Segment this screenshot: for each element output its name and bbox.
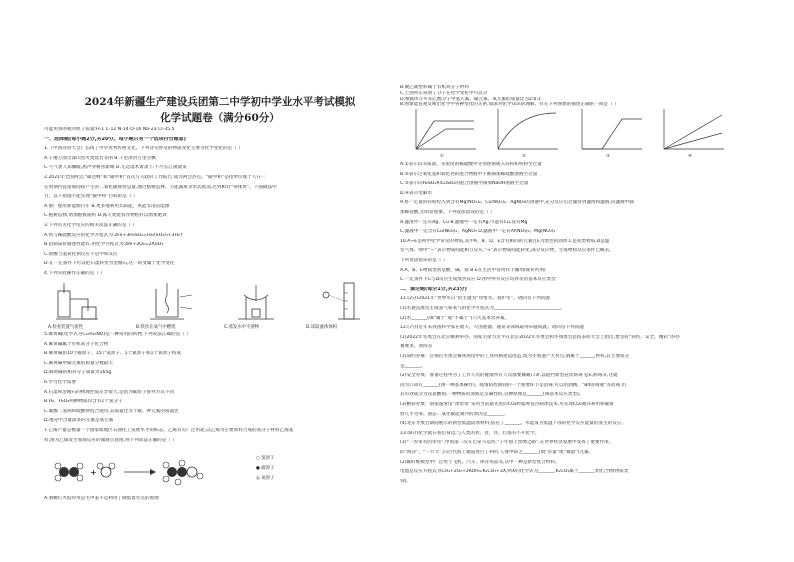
question-4-figures [44,281,396,323]
graph-1 [416,109,476,149]
question-line: 是_______。 [400,363,426,369]
question-line: C.麻黄碱中碳元素的质量分数最大 [44,360,113,366]
question-line: A.A、B、E物质类别是酸、碱、盐 B.E在生活中常用作干燥剂(或补钙剂) [400,267,546,273]
evaporation-figure [224,281,294,323]
question-line: (3)精彩办奥：国家速滑馆“冰丝带”采用当前最先进的CO₂跨临界直冷制冰技术,可实现CO₂循环利用和碳排 [400,402,614,407]
question-line: C.上图所示说明了分子在化学变化中可以分 [400,90,488,96]
question-line: A.滤渣中一定有Ag、Cu B.滤液中一定有Ag,可能有Cu,没有Mg [400,219,528,225]
question-line: 5.麻黄碱(化学式为C₁₀H₁₅NO)是一种常用的药物,下列说法正确的是（ ） [44,332,191,337]
question-line: 放几乎为零。固态二氧化碳能制冷的原因是_______。 [400,411,508,417]
molecule-diagram [50,454,250,492]
question-line: D.在一定条件下可以把石墨转变为金刚石,这一转变属于化学变化 [44,261,175,267]
section-heading: 一、选择题(每小题2分,共20分。每小题只有一个选项符合题意) [44,136,186,142]
question-line: 8.图象能直观反映出化学中各种变化的关系,加深对化学知识的理解。有关下列图象的描述正确的一项是（ ） [400,102,619,108]
question-line: 1.《中国诗词大会》弘扬了中华优秀传统文化。下列诗句涉及的物质变化主要为化学变化的是（ ） [44,146,243,152]
question-line: (1)水通直流电生成氢气和氧气的化学方程式为_____________________________。 [400,306,565,311]
question-line: 下列说法错误的是（ ） [400,258,448,263]
left-column [44,0,396,562]
question-line: (1)“一衣带水的邻邦”,中国第一次在巴拿马运河,“千年海上丝绸之路”,在世界经济发展中发挥了重要作用。 [400,440,614,446]
question-line: 4.下列实验操作正确的是（ ） [44,271,105,276]
exam-title: 2024年新疆生产建设兵团第二中学初中学业水平考试模拟 [84,96,356,108]
section-heading: 二、填空题(每空1分,共23分) [400,286,467,292]
question-line: C.碳酸二氢钠和硫酸钾混合施用,其质量比等于碳、钾元素的质量比 [44,408,179,414]
legend-carbon: ● 碳原子 [256,466,275,471]
iron-wire-combustion-figure [136,281,206,323]
question-line: B.H₂、H₂O₂两种物质均含有1个氢分子 [44,399,123,405]
right-column [400,0,752,562]
question-line: 13.(8分)化学就在我们身边,与人类的衣、食、住、行都有不开化学。 [400,430,540,436]
question-line: A.推广使用新能源汽车 B.更多地利用太阳能、风能等清洁能源 [44,203,170,209]
question-line: 定时期内直接或间接产生的二氧化碳排放总量,通过植树造林、节能减排等形式抵消,达到相对“零排放”。下面做法中 [44,184,277,190]
graph-caption-3: ③ [606,154,610,159]
question-line: 6.学习化学需要 [44,380,76,385]
question-line: 11.(2分)2021年“世界水日”的主题为“珍惜水、爱护水”。请回答下列问题 [400,296,550,302]
question-line: 2.2021年全国两会,“碳达峰”和“碳中和”首次写入政府工作报告,成为两会热点。“碳中和”是指单位或个人在一 [44,175,266,180]
question-line: 7.乙烯产量是衡量一个国家或地区石油化工发展水平的标志。乙烯具有广泛用途,以乙烯为主要原料合成的高分子材料乙烯基 [44,428,294,433]
graph-3 [582,109,642,149]
graph-4 [664,109,724,149]
question-line: A.麻黄碱属于有机高分子化合物 [44,341,109,347]
legend-oxygen: ◎ 氧原子 [256,476,275,481]
question-line: B.聚乙烯塑料属于有机高分子材料 [400,85,469,90]
question-line: D.麻黄碱的相对分子质量为165g [44,370,112,376]
question-line: D.根据所示可知乙醇分子中氢元素、碳元素、氧元素的质量比为2:6:1 [400,96,541,102]
question-line: C.盐酸与氢氧化钠反应不是中和反应 [44,251,118,257]
question-line: 目，以下措施不能实现“碳中和”目标的是（ ） [44,194,138,200]
question-line: B.麻黄碱由10个碳原子、15个氢原子、1个氮原子和1个氧原子构成 [44,351,181,357]
question-line: 因为口罩有_______(填一种基本操作)。疫情防控期间的一个重要环节是消毒,可以用酒精、“84消毒液”等消毒,但 [400,382,627,388]
question-line: C.一定条件下C与D反应生成放热反应 D.图中所有反应均涉及的基本反应类型 [400,277,556,283]
question-line: 可能用到的相对原子质量:H-1 C-12 N-14 O-16 Na-23 Cl-35.5 [44,127,175,132]
figure-caption-b: B.铁丝在氧气中燃烧 [136,325,176,330]
question-line: 的“海洋”、“一片大”,向古代海上通道进行了利用,人体中缺乏_______(填“常量”或“微量”)元素。 [400,450,594,455]
question-line: 9.将一定量的锌粉投入到含有Mg(NO₃)₂、Cu(NO₃)₂、AgNO₃的溶液中,充分反应后过滤得到滤渣和滤液,向滤液中滴 [400,200,634,206]
question-line: (2)水_______(填“属于”或“不属于”)六大基本营养素。 [400,315,510,321]
question-line: C.气气袭人知骤暖,鹊声穿树喜新晴 D.无边落木萧萧下,不尽长江滚滚来 [44,165,187,171]
question-line: (1)简约办赛：首钢首冬奥会赛场场馆中的工业风格建造改造,成为冬奥遗产大亮点,钢属于_______材料,其主要成分 [400,354,630,359]
question-line: A.酒精灯火焰时用是毛中羞不是利用了降低着火点的原理 [44,496,159,501]
graph-2 [498,109,558,149]
legend-hydrogen: ○ 氢原子 [256,456,275,461]
question-line: A.千锤万凿出深山烈火焚烧若等闲 B.千里冰封万里雪飘 [44,155,156,161]
read-liquid-volume-figure [306,281,376,323]
question-line: (4)北京冬奥会期间展示的新型低温防寒材料,依托了_______。水能成为低温下冰的化学反应能量的发生的反应。 [400,421,627,427]
question-line: 别)。 [400,478,411,484]
question-line: A.石墨和金刚石的物理性质差异很大,是因为碳原子排列方式不同 [44,389,175,395]
question-line: 12.(7分)近年来我国科学家在航天、大国重器、通讯等领域取得卓越成就。请回答下列问题 [400,325,584,331]
figure-caption-c: C.蒸发水中不溶物 [224,325,260,330]
question-line: C.滤液中一定含有Cu(NO₃)₂、AgNO₃ D.滤液中一定有Al(NO₃)₃、Mg(NO₃)₂ [400,229,556,235]
question-8-graphs [406,105,726,153]
question-line: 加稀盐酸,无明显现象。下列说法错误的是（ ） [400,210,495,215]
question-line: A.铁与稀硫酸反应的化学方程式为:2Fe+3H₂SO₄=Fe₂(SO₄)₃+3H₂↑ [44,232,184,238]
question-line: 室气体。图中“—”表示物质间能相互反应,“→”表示物质间能转化,部分反应物、生成物和反应条件已略去。 [400,248,614,254]
question-line: (1)2022年冬奥会在北京顺利举办。国家主席习近平在北京2022年冬奥会和冬残奥会总结表彰大会上指出,要坚持“简约、安全、精彩”的办 [400,334,680,340]
exam-subtitle: 化学试题卷（满分60分） [160,112,280,124]
question-line: 电池总反应方程式为CH₄+2O₂+2KOH=K₂CO₃+3X,则X的化学式为_______,K₂CO₃属于_______类化合物(物质类 [400,469,629,475]
airtightness-check-figure [48,281,118,323]
graph-caption-2: ② [522,154,526,159]
molecule-legend [256,454,274,484]
question-line: D.④表示电解水 [400,190,433,196]
question-line: A.①表示向等质量、等浓度的稀硫酸中分别逐渐加入锌粉和铁粉至过量 [400,162,542,167]
question-line: 料,图为乙烯发生加成反应的微观示意图,则下列说法正确的是（ ） [44,437,178,443]
graph-caption-1: ① [440,154,444,159]
question-line: 10.A~E是初中化学常见的物质,其中A、B、D、E含有相同的元素且E为黑色的固体,C是同类物质,D是温 [400,238,610,244]
figure-caption-d: D.读取液体体积 [306,325,338,330]
question-line: 3.下列有关化学反应的相关说法正确的是（ ） [44,223,138,228]
question-line: D.地壳中含量最多的元素是氧元素 [44,418,114,424]
svg-text:+: + [90,468,97,477]
figure-caption-a: A.检查装置气密性 [48,325,84,330]
question-line: 其有效成分为次氯酸钠,一种物质的溶液是呈碱性的,这种原理是_______(填基本反应类型)。 [400,392,584,398]
question-line: B.铝制品抗腐蚀性能好,用化学方程式为:4Al+3O₂=2Al₂O₃ [44,242,164,248]
question-line: C.植树造林,增加植被面积 D.露天焚烧农作物秸秆以增加肥效 [44,213,167,219]
question-line: (2)碳纤维模型中广泛用于飞机、汽车、体育用品等,其中一种是新型复合材料。 [400,459,560,465]
question-line: C.③表示向H₂SO₄和CuSO₄的混合溶液中滴加NaOH溶液至过量 [400,181,529,187]
graph-caption-4: ④ [688,154,692,159]
question-line: 赛要求。请回答 [400,344,433,350]
question-line: (2)安全办奥：准备过程中为了工作人员的健康所有人员都要佩戴口罩,以阻挡新型冠状病毒飞沫,病毒等,这就 [400,373,618,379]
question-line: B.②表示过氧化氢和氧化钙的混合物液中不断滴加稀硫酸溶液至过量 [400,171,538,177]
